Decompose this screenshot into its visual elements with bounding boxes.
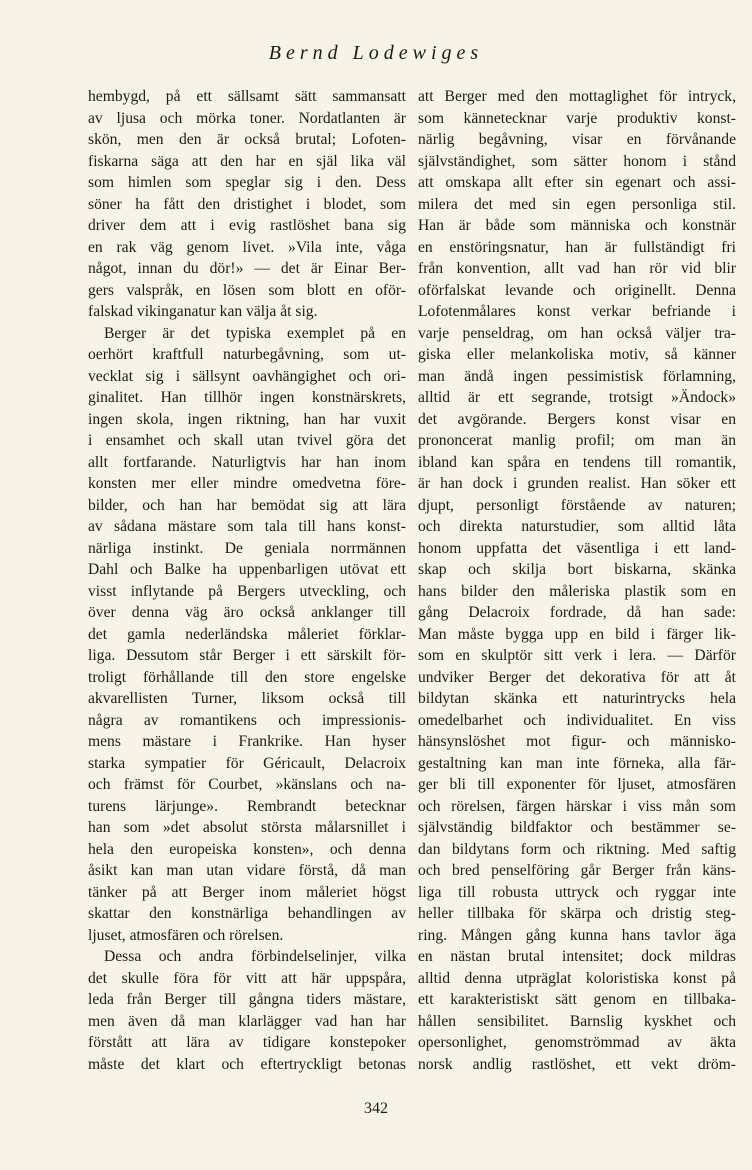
text-line: av ljusa och mörka toner. Nordatlanten är bbox=[88, 109, 406, 127]
text-line: över denna väg äro också anklanger till bbox=[88, 604, 406, 621]
right-text-column bbox=[418, 86, 736, 1075]
text-line: som en skulptör sitt verk i lera. — Därför bbox=[418, 647, 736, 664]
text-line: och rörelsen, färgen härskar i viss mån som bbox=[418, 797, 736, 815]
text-line: och bred penselföring går Berger från käns- bbox=[418, 862, 736, 879]
text-line: turens lärjunge». Rembrandt betecknar bbox=[88, 797, 406, 815]
text-line: närlig begåvning, visar en förvånande bbox=[418, 131, 736, 148]
text-line: ett karakteristiskt sätt genom en tillbaka- bbox=[418, 991, 736, 1008]
text-line: några av romantikens och impressionis- bbox=[88, 711, 406, 729]
text-line: driver dem att i evig rastlöshet bana sig bbox=[88, 217, 406, 234]
text-line: bilder, och han har bemödat sig att lära bbox=[88, 496, 406, 514]
text-line: gers valspråk, en lösen som blott en oför- bbox=[88, 281, 406, 299]
left-text-column bbox=[88, 86, 406, 1075]
text-line: han som »det absolut största målarsnillet i bbox=[88, 819, 406, 836]
text-line: mens mästare i Frankrike. Han hyser bbox=[88, 733, 406, 750]
text-line: norsk andlig rastlöshet, ett vekt dröm- bbox=[418, 1055, 736, 1073]
text-line: ljuset, atmosfären och rörelsen. bbox=[88, 926, 284, 944]
text-line: något, innan du dör!» — det är Einar Ber- bbox=[88, 260, 406, 277]
text-line: Han är både som människa och konstnär bbox=[418, 217, 736, 234]
text-line: gestaltning kan man inte förneka, alla fär- bbox=[418, 754, 736, 772]
text-line: giska eller melankoliska motiv, så känner bbox=[418, 346, 736, 363]
text-line: en nästan brutal intensitet; dock mildras bbox=[418, 948, 736, 965]
text-line: och direkta naturstudier, som alltid låta bbox=[418, 518, 736, 535]
text-line: undviker Berger det dekorativa för att åt bbox=[418, 668, 736, 686]
text-line: det avgörande. Bergers konst visar en bbox=[418, 410, 736, 428]
text-line: i ensamhet och skall utan tvivel göra det bbox=[88, 432, 406, 449]
text-line: ginalitet. Han tillhör ingen konstnärskrets, bbox=[88, 389, 406, 406]
text-line: oerhört kraftfull naturbegåvning, som ut- bbox=[88, 346, 406, 363]
text-line: att Berger med den mottaglighet för intryck, bbox=[418, 88, 736, 105]
text-line: hela den europeiska konsten», och denna bbox=[88, 840, 406, 858]
text-line: starka sympatier för Géricault, Delacroix bbox=[88, 754, 406, 772]
text-line: från konvention, allt vad han rör vid blir bbox=[418, 260, 736, 277]
text-line: Dessa och andra förbindelselinjer, vilka bbox=[104, 948, 406, 965]
text-line: allt fortfarande. Naturligtvis har han inom bbox=[88, 453, 406, 471]
text-line: närliga instinkt. De geniala norrmännen bbox=[88, 539, 406, 557]
text-line: självständighet, som sätter honom i stånd bbox=[418, 152, 736, 170]
text-line: falskad vikinganatur kan välja åt sig. bbox=[88, 303, 318, 320]
text-line: Dahl och Balke ha uppenbarligen utövat ett bbox=[88, 561, 406, 578]
text-line: skap och skilja bort biskarna, skänka bbox=[418, 561, 736, 578]
text-line: milera det med sin egen personliga stil. bbox=[418, 195, 736, 213]
page-number: 342 bbox=[364, 1100, 388, 1117]
text-line: omedelbarhet och individualitet. En viss bbox=[418, 711, 736, 729]
text-line: bildytan skänka ett naturintrycks hela bbox=[418, 690, 736, 707]
text-line: fiskarna säga att den har en själ lika väl bbox=[88, 152, 406, 170]
text-line: troligt förhållande till den store engelske bbox=[88, 668, 406, 686]
text-line: är han dock i grunden realist. Han söker ett bbox=[418, 475, 736, 492]
running-header: Bernd Lodewiges bbox=[268, 42, 484, 64]
text-line: måste det klart och eftertryckligt betonas bbox=[88, 1055, 406, 1073]
text-line: man ändå ingen pessimistisk förlamning, bbox=[418, 367, 736, 385]
text-line: alltid är ett segrande, trotsigt »Ändock» bbox=[418, 389, 736, 406]
text-line: och främst för Courbet, »känslans och na- bbox=[88, 776, 406, 793]
text-line: skön, men den är också brutal; Lofoten- bbox=[88, 131, 406, 148]
text-line: det gamla nederländska måleriet förklar- bbox=[88, 625, 406, 643]
text-line: djupt, personligt förstående av naturen; bbox=[418, 496, 736, 514]
text-line: opersonlighet, genomströmmad av äkta bbox=[418, 1034, 736, 1051]
text-line: liga. Dessutom står Berger i ett särskilt för- bbox=[88, 647, 406, 664]
text-line: som kännetecknar varje produktiv konst- bbox=[418, 109, 736, 127]
text-line: ger bli till exponenter för ljuset, atmosfären bbox=[418, 776, 736, 793]
text-line: hans bilder den måleriska plastik som en bbox=[418, 582, 736, 600]
text-line: Berger är det typiska exemplet på en bbox=[104, 324, 406, 342]
text-line: hållen sensibilitet. Barnslig kyskhet och bbox=[418, 1012, 736, 1030]
text-line: honom uppfatta det väsentliga i ett land- bbox=[418, 539, 736, 557]
text-line: en rak väg genom livet. »Vila inte, våga bbox=[88, 238, 406, 256]
text-line: heller tillbaka för skärpa och dristig steg- bbox=[418, 905, 736, 922]
text-line: varje penseldrag, om han också väljer tra- bbox=[418, 324, 736, 342]
text-line: självständig bildfaktor och bestämmer se- bbox=[418, 819, 736, 836]
text-line: Lofotenmålares konst verkar befriande i bbox=[418, 303, 736, 320]
text-line: akvarellisten Turner, liksom också till bbox=[88, 690, 406, 707]
text-line: oförfalskat levande och originellt. Denna bbox=[418, 281, 736, 299]
text-line: en enstöringsnatur, han är fullständigt fri bbox=[418, 238, 736, 256]
text-line: dan bildytans form och riktning. Med saftig bbox=[418, 840, 736, 858]
text-line: konsten mer eller mindre omedvetna före- bbox=[88, 475, 406, 492]
text-line: visst inflytande på Bergers utveckling, och bbox=[88, 582, 406, 600]
text-line: hänsynslöshet mot figur- och människo- bbox=[418, 733, 736, 750]
text-line: söner ha fått den dristighet i blodet, som bbox=[88, 195, 406, 213]
text-line: Man måste bygga upp en bild i färger lik- bbox=[418, 625, 736, 643]
text-line: ingen skola, ingen riktning, han har vuxit bbox=[88, 410, 406, 428]
text-line: leda från Berger till gångna tiders mästare, bbox=[88, 991, 406, 1008]
text-line: förstått att lära av tidigare konstepoker bbox=[88, 1034, 406, 1051]
text-line: ibland kan spåra en tendens till romantik, bbox=[418, 453, 736, 471]
text-line: det skulle föra för vitt att här uppspåra, bbox=[88, 969, 406, 987]
text-line: av sådana mästare som tala till hans konst- bbox=[88, 518, 406, 535]
text-line: gång Delacroix fordrade, då han sade: bbox=[418, 604, 736, 621]
text-line: att omskapa allt efter sin egenart och assi- bbox=[418, 174, 736, 191]
text-line: liga till robusta uttryck och ryggar inte bbox=[418, 883, 736, 901]
text-line: ring. Mången gång kunna hans tavlor äga bbox=[418, 926, 736, 944]
text-line: men även då man klarlägger vad han har bbox=[88, 1012, 406, 1030]
text-line: vecklat sig i sällsynt oavhängighet och ori- bbox=[88, 367, 406, 385]
text-line: skattar den konstnärliga behandlingen av bbox=[88, 905, 406, 922]
text-line: tänker på att Berger inom måleriet högst bbox=[88, 883, 406, 901]
text-line: hembygd, på ett sällsamt sätt sammansatt bbox=[88, 88, 406, 105]
text-line: alltid denna utpräglat koloristiska konst på bbox=[418, 969, 736, 987]
text-line: prononcerat manlig profil; om man än bbox=[418, 432, 736, 449]
text-line: åsikt kan man utan vidare förstå, då man bbox=[88, 862, 406, 879]
text-line: som himlen som speglar sig i den. Dess bbox=[88, 174, 406, 191]
